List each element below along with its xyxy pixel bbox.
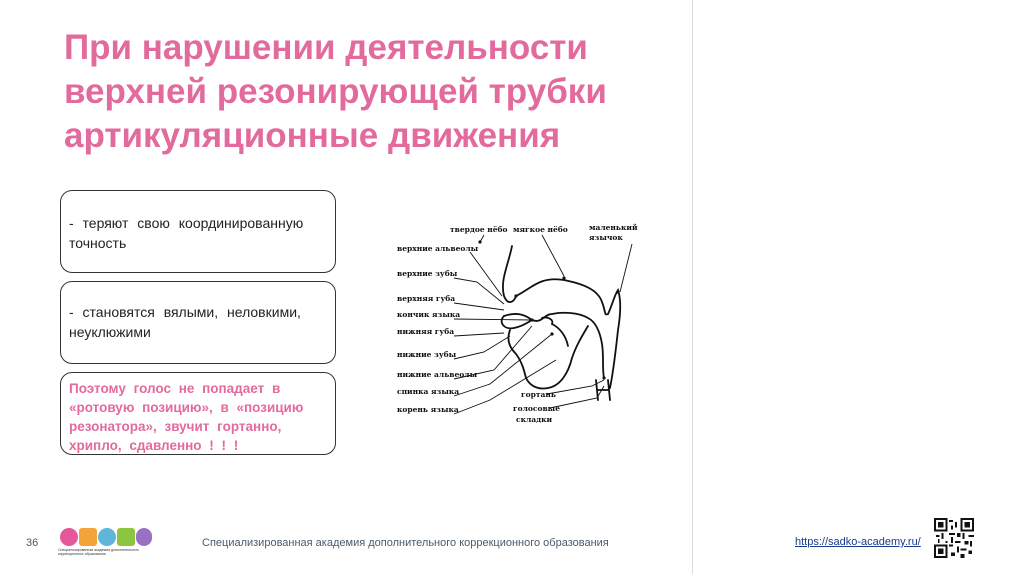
text-box-conclusion	[60, 372, 336, 455]
label-tongue-tip: кончик языка	[397, 310, 461, 319]
label-vocal-folds-1: голосовые	[513, 404, 560, 413]
label-upper-teeth: верхние зубы	[397, 269, 458, 278]
text-box-conclusion-text: Поэтому голос не попадает в «ротовую позицию», в «позицию резонатора», звучит гортанно, хрипло, сдавленно ! ! !	[69, 381, 304, 453]
footer-url-link[interactable]: https://sadko-academy.ru/	[795, 536, 921, 548]
footer-org-name: Специализированная академия дополнительного коррекционного образования	[202, 537, 609, 549]
logo-subtitle: Специализированная академия дополнительного коррекционного образования	[58, 548, 139, 556]
text-box-sluggish	[60, 281, 336, 364]
articulation-diagram	[392, 218, 668, 436]
label-lower-alveoli: нижние альвеолы	[397, 370, 478, 379]
text-box-coordination-text: - теряют свою координированную точность	[69, 215, 304, 251]
label-upper-alveoli: верхние альвеолы	[397, 244, 479, 253]
text-box-coordination	[60, 190, 336, 273]
label-vocal-folds-2: складки	[516, 415, 553, 424]
leader-lines	[454, 235, 632, 414]
label-uvula-2: язычок	[589, 233, 623, 242]
vocal-tract-outline	[502, 246, 621, 400]
vertical-divider	[692, 0, 693, 574]
diagram-points	[478, 240, 619, 379]
label-hard-palate: твердое нёбо	[450, 225, 508, 234]
label-tongue-back: спинка языка	[397, 387, 460, 396]
page-number: 36	[26, 537, 39, 549]
qr-code-icon[interactable]	[934, 518, 974, 558]
label-tongue-root: корень языка	[397, 405, 459, 414]
title-line-2: верхней резонирующей трубки	[64, 72, 607, 111]
slide-title	[64, 26, 674, 158]
articulation-diagram-svg	[392, 218, 668, 436]
label-uvula-1: маленький	[589, 223, 638, 232]
label-larynx: гортань	[521, 390, 556, 399]
label-upper-lip: верхняя губа	[397, 294, 456, 303]
title-line-3: артикуляционные движения	[64, 116, 561, 155]
title-line-1: При нарушении деятельности	[64, 28, 588, 67]
text-box-sluggish-text: - становятся вялыми, неловкими, неуклюжими	[69, 304, 301, 340]
label-lower-teeth: нижние зубы	[397, 350, 457, 359]
label-lower-lip: нижняя губа	[397, 327, 455, 336]
label-soft-palate: мягкое нёбо	[513, 225, 568, 234]
